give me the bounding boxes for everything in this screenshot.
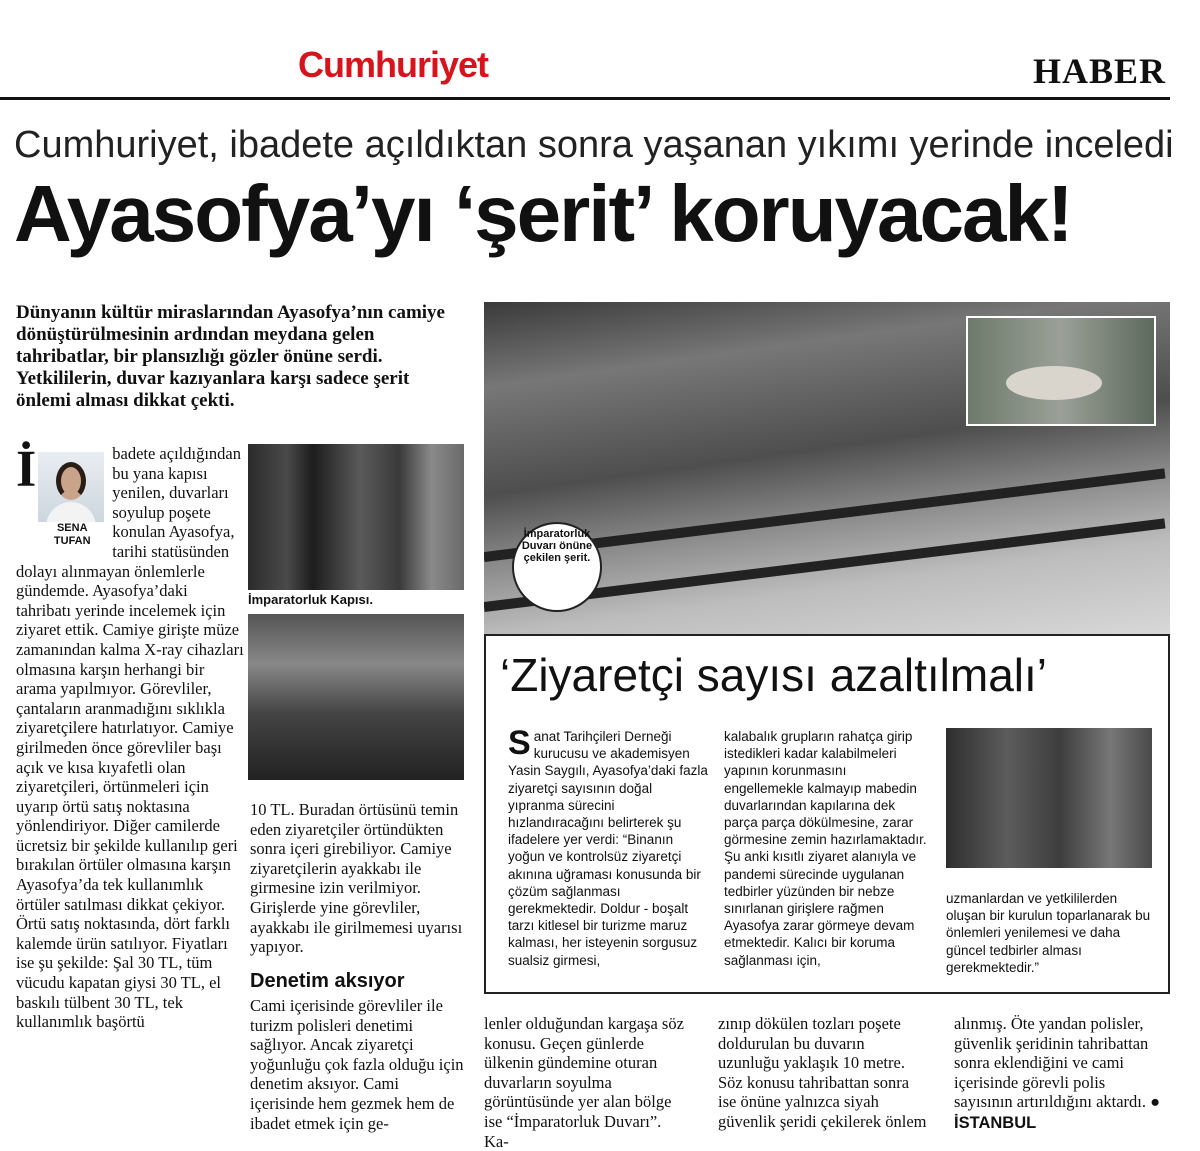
article-column-2b: Cami içerisinde görevliler ile turizm polisleri denetimi sağlıyor. Ancak ziyaretçi yoğunluğu çok fazla olduğu için denetim aksıyor. Cami içerisinde hem gezmek hem de ibadet etmek için ge- bbox=[250, 996, 464, 1133]
article-column-3: lenler olduğundan kargaşa söz konusu. Geçen günlerde ülkenin gündemine oturan duvarların soyulma görüntüsünde yer alan bölge ise “İmparatorluk Duvarı”. Ka- bbox=[484, 1014, 684, 1151]
photo-interior-hall bbox=[248, 614, 464, 780]
author-first-name: SENA bbox=[56, 522, 88, 534]
section-label: HABER bbox=[1032, 51, 1166, 91]
drop-cap: İ bbox=[16, 441, 37, 498]
dateline-place: ● İSTANBUL bbox=[954, 1093, 1161, 1132]
article-column-4: zınıp dökülen tozları poşete doldurulan bu duvarın uzunluğu yaklaşık 10 metre. Söz konusu tahribattan sonra ise önüne yalnızca siyah güvenlik şeridi çekilerek önlem bbox=[718, 1014, 927, 1131]
headline: Ayasofya’yı ‘şerit’ koruyacak! bbox=[14, 169, 1072, 258]
masthead bbox=[0, 0, 1200, 102]
photo-badge-caption: İmparatorluk Duvarı önüne çekilen şerit. bbox=[512, 522, 602, 612]
box-drop-cap: S bbox=[508, 724, 531, 762]
article-column-1 bbox=[16, 441, 244, 1032]
author-last-name: TUFAN bbox=[53, 535, 91, 547]
lede-paragraph: Dünyanın kültür miraslarından Ayasofya’nın camiye dönüştürülmesinin ardından meydana gelen tahribatlar, bir plansızlığı gözler önüne serdi. Yetkililerin, duvar kazıyanlara karşı sadece şerit önlemi alması dikkat çekti. bbox=[16, 302, 445, 411]
box-column-1 bbox=[508, 724, 710, 969]
masthead-rule bbox=[0, 97, 1170, 100]
photo-caption: İmparatorluk Kapısı. bbox=[248, 592, 373, 607]
kicker: Cumhuriyet, ibadete açıldıktan sonra yaşanan yıkımı yerinde inceledi bbox=[14, 124, 1174, 166]
photo-inset-damage bbox=[966, 316, 1156, 426]
photo-imperial-gate bbox=[248, 444, 464, 590]
box-column-2: kalabalık grupların rahatça girip istedikleri kadar kalabilmeleri yapının korunmasını engellemekle kalmayıp mabedin duvarlarından kapılarına dek parça parça dökülmesine, zarar görmesine zemin hazırlamaktadır. Şu anki kısıtlı ziyaret alanıyla ve pandemi sürecinde uygulanan tedbirler yüzünden bir nebze sınırlanan girişlere rağmen Ayasofya zarar görmeye devam etmektedir. Kalıcı bir koruma sağlanması için, bbox=[724, 729, 927, 968]
article-column-5 bbox=[954, 1014, 1166, 1134]
box-column-3: uzmanlardan ve yetkililerden oluşan bir kurulun toparlanarak bu önlemleri yenilemesi ve daha güncel tedbirler alması gerekmektedir.” bbox=[946, 891, 1151, 975]
column-5-text: alınmış. Öte yandan polisler, güvenlik şeridinin tahribattan sonra eklendiğini ve cami içerisinde görevli polis sayısının artırıldığını aktardı. bbox=[954, 1014, 1149, 1112]
column-1-text: badete açıldığından bu yana kapısı yenilen, duvarları soyulup poşete konulan Ayasofya, tarihi statüsünden dolayı alınmayan önlemlerle gündemde. Ayasofya’daki tahribatı yerinde incelemek için ziyaret ettik. Camiye girişte müze zamanından kalma X-ray cihazları olmasına karşın herhangi bir arama yapılmıyor. Görevliler, çantaların aranmadığını sıklıkla ziyaretçilere hatırlatıyor. Camiye girilmeden önce görevliler başı açık ve kısa kıyafetli olan ziyaretçileri, örtünmeleri için uyarıp örtü satış noktasına yönlendiriyor. Diğer camilerde ücretsiz bir şekilde kullanılıp geri bırakılan örtüler olmasına karşın Ayasofya’da tek kullanımlık örtüler satılması dikkat çekiyor. Örtü satış noktasında, dört farklı kalemde ürün satılıyor. Fiyatları ise şu şekilde: Şal 30 TL, tüm vücudu kapatan giysi 30 TL, el baskılı tülbent 30 TL, tek kullanımlık başörtü bbox=[16, 444, 244, 1032]
newspaper-logo: Cumhuriyet bbox=[298, 44, 489, 85]
author-byline bbox=[38, 452, 106, 548]
box-title: ‘Ziyaretçi sayısı azaltılmalı’ bbox=[500, 649, 1048, 701]
article-column-2: 10 TL. Buradan örtüsünü temin eden ziyaretçiler örtündükten sonra içeri girebiliyor. Camiye ziyaretçilerin ayakkabı ile girmesine izin verilmiyor. Girişlerde yine görevliler, ayakkabı ile girilmemesi uyarısı yapıyor. bbox=[250, 800, 463, 957]
author-photo bbox=[38, 452, 104, 522]
subheading: Denetim aksıyor bbox=[250, 970, 405, 992]
photo-entrance-crowd bbox=[946, 728, 1152, 868]
box-column-1-text: anat Tarihçileri Derneği kurucusu ve akademisyen Yasin Saygılı, Ayasofya’daki fazla ziyaretçi sayısının doğal yıpranma sürecini hızlandıracağını belirterek şu ifadelere yer verdi: “Binanın yoğun ve kontrolsüz ziyaretçi akınına uğraması konusunda bir çözüm sağlanması gerekmektedir. Doldur - boşalt tarzı kitlesel bir turizme maruz kalması, her isteyenin sorgusuz sualsiz girmesi, bbox=[508, 729, 708, 968]
